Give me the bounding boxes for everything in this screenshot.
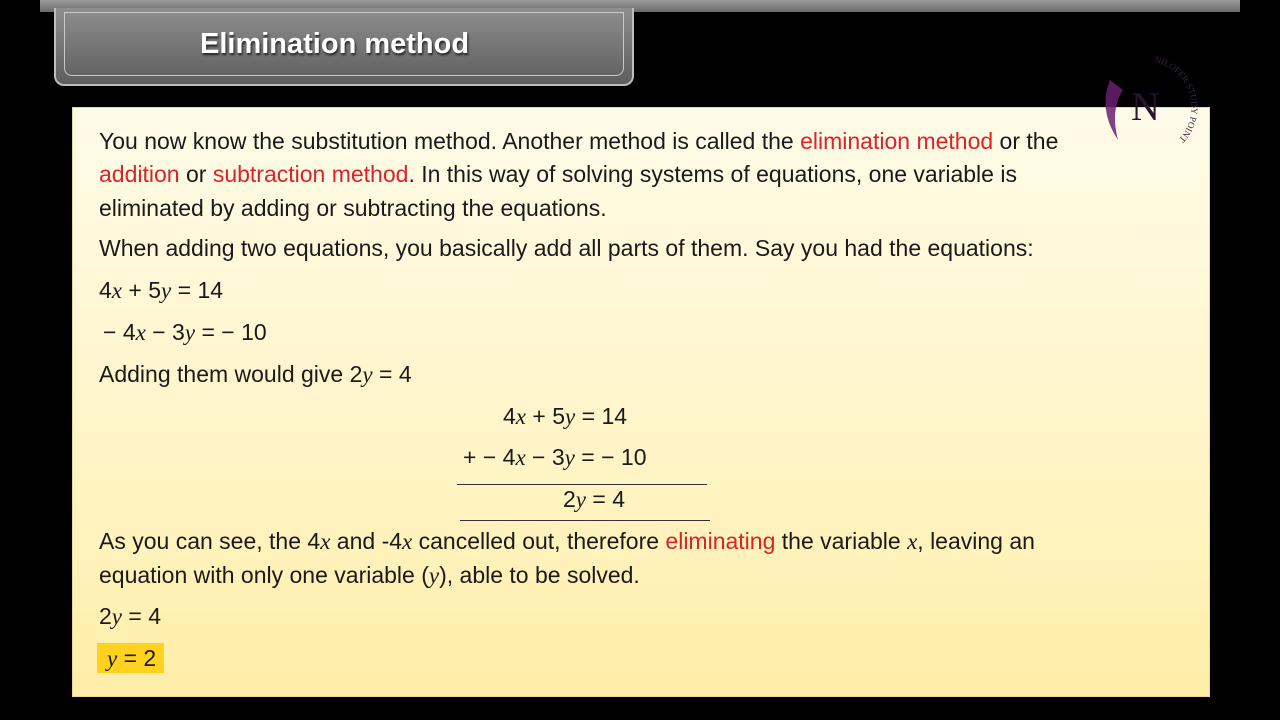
equation-1: 4x + 5y = 14: [99, 277, 224, 303]
content-panel: [72, 107, 1210, 697]
feather-icon: [1106, 80, 1124, 140]
paragraph-2: When adding two equations, you basically add all parts of them. Say you had the equations:: [99, 235, 1034, 261]
sum-rule-lower: [460, 520, 710, 521]
result-equation-1: 2y = 4: [99, 603, 162, 629]
term-subtraction-method: subtraction method: [212, 161, 409, 187]
slide-title: Elimination method: [200, 28, 470, 60]
equation-2: − 4x − 3y = − 10: [103, 319, 267, 345]
sum-row-1: 4x + 5y = 14: [503, 403, 628, 429]
paragraph-4-line-2: equation with only one variable (y), able to be solved.: [99, 562, 640, 588]
paragraph-1-line-1: You now know the substitution method. Another method is called the elimination method or the: [99, 128, 1059, 154]
paragraph-1-line-2: addition or subtraction method. In this way of solving systems of equations, one variable is: [99, 161, 1017, 187]
paragraph-1-line-3: eliminated by adding or subtracting the equations.: [99, 195, 607, 221]
nilofer-study-point-logo: [1088, 50, 1203, 165]
term-addition: addition: [99, 161, 180, 187]
paragraph-4-line-1: As you can see, the 4x and -4x cancelled out, therefore eliminating the variable x, leaving an: [99, 528, 1035, 554]
logo-ring-text: NILOFER STUDY POINT: [1153, 54, 1200, 145]
result-equation-2: [97, 643, 164, 674]
sum-row-2: + − 4x − 3y = − 10: [463, 444, 647, 470]
sum-row-3: 2y = 4: [563, 486, 626, 512]
term-eliminating: eliminating: [665, 528, 776, 554]
paragraph-3: Adding them would give 2y = 4: [99, 361, 412, 387]
term-elimination-method: elimination method: [800, 128, 994, 154]
answer-highlight: y = 2: [97, 643, 164, 673]
logo-letter: N: [1131, 84, 1160, 129]
